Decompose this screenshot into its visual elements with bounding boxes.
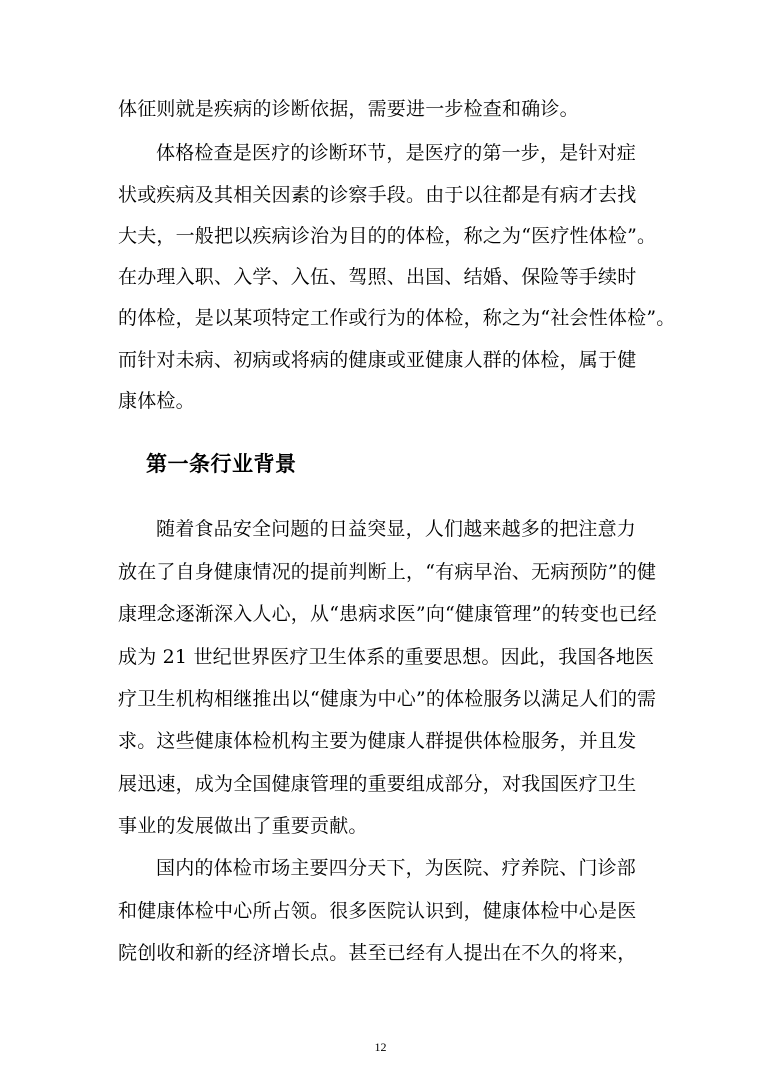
paragraph-line: 体征则就是疾病的诊断依据，需要进一步检查和确诊。	[118, 98, 579, 120]
paragraph-line: 院创收和新的经济增长点。甚至已经有人提出在不久的将来，	[118, 942, 637, 964]
page-number: 12	[374, 1040, 387, 1054]
paragraph-line: 求。这些健康体检机构主要为健康人群提供体检服务，并且发	[118, 730, 637, 752]
paragraph-line: 大夫，一般把以疾病诊治为目的的体检，称之为“医疗性体检”。	[118, 225, 657, 247]
paragraph-line: 在办理入职、入学、入伍、驾照、出国、结婚、保险等手续时	[118, 266, 637, 288]
paragraph-line: 放在了自身健康情况的提前判断上，“有病早治、无病预防”的健	[118, 561, 657, 583]
paragraph-line: 国内的体检市场主要四分天下，为医院、疗养院、门诊部	[156, 857, 637, 879]
section-heading: 第一条行业背景	[146, 452, 297, 476]
paragraph-line: 的体检，是以某项特定工作或行为的体检，称之为“社会性体检”。	[118, 307, 676, 329]
paragraph-line: 和健康体检中心所占领。很多医院认识到，健康体检中心是医	[118, 900, 637, 922]
paragraph-line: 展迅速，成为全国健康管理的重要组成部分，对我国医疗卫生	[118, 773, 637, 795]
paragraph-line: 随着食品安全问题的日益突显，人们越来越多的把注意力	[156, 518, 637, 540]
paragraph-line: 体格检查是医疗的诊断环节，是医疗的第一步，是针对症	[156, 142, 637, 164]
paragraph-line: 康理念逐渐深入人心，从“患病求医”向“健康管理”的转变也已经	[118, 603, 657, 625]
paragraph-line: 状或疾病及其相关因素的诊察手段。由于以往都是有病才去找	[118, 184, 637, 206]
paragraph-line: 成为 21 世纪世界医疗卫生体系的重要思想。因此，我国各地医	[118, 646, 655, 668]
paragraph-line: 康体检。	[118, 390, 195, 412]
paragraph-line: 而针对未病、初病或将病的健康或亚健康人群的体检，属于健	[118, 349, 637, 371]
paragraph-line: 事业的发展做出了重要贡献。	[118, 815, 368, 837]
paragraph-line: 疗卫生机构相继推出以“健康为中心”的体检服务以满足人们的需	[118, 688, 657, 710]
